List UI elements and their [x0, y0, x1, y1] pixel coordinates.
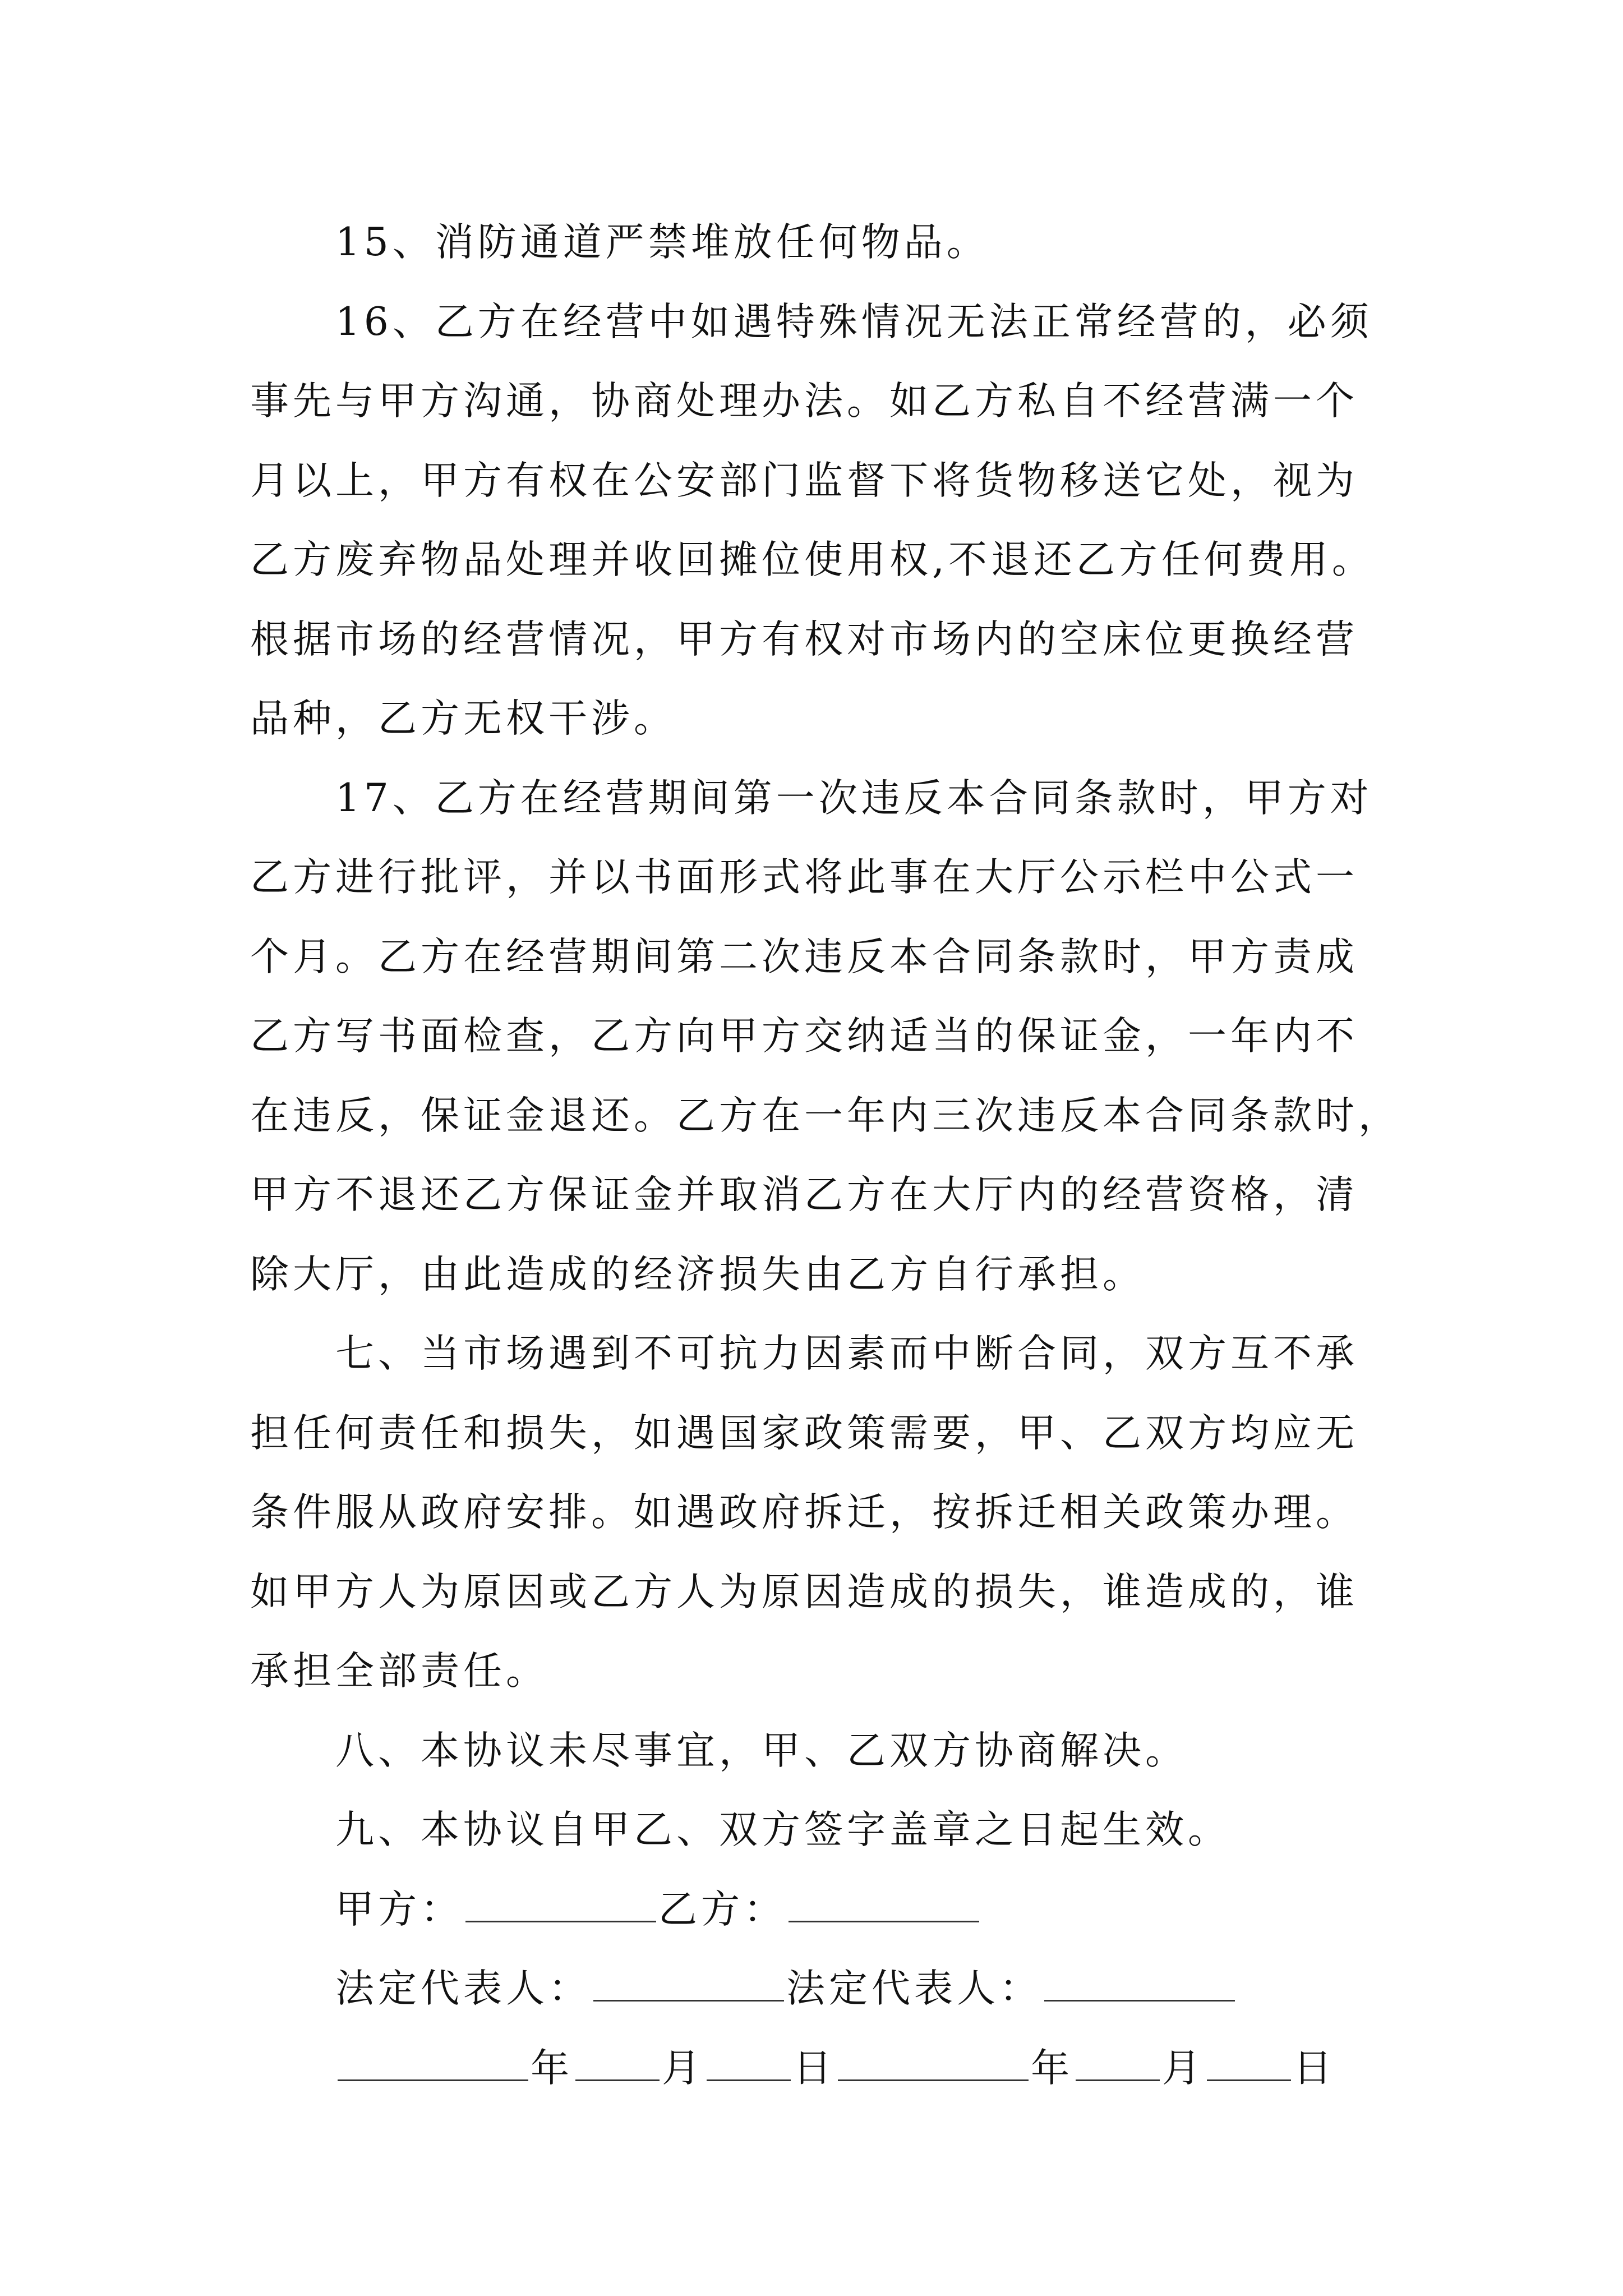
rep-b-signature-blank[interactable]	[1044, 1966, 1235, 2001]
clause-16-line: 事先与甲方沟通，协商处理办法。如乙方私自不经营满一个	[250, 379, 1358, 424]
clause-7-line: 七、当市场遇到不可抗力因素而中断合同，双方互不承	[335, 1331, 1358, 1376]
clause-16-line: 品种，乙方无权干涉。	[250, 696, 676, 741]
clause-17-line: 除大厅，由此造成的经济损失由乙方自行承担。	[250, 1251, 1145, 1297]
party-b-day-blank[interactable]	[1207, 2046, 1291, 2081]
clause-16-line: 根据市场的经营情况，甲方有权对市场内的空床位更换经营	[250, 616, 1358, 662]
month-label: 月	[1162, 2045, 1205, 2091]
party-b-signature-blank[interactable]	[789, 1887, 979, 1922]
clause-16-line: 16、乙方在经营中如遇特殊情况无法正常经营的，必须	[335, 299, 1373, 344]
clause-17-line: 在违反，保证金退还。乙方在一年内三次违反本合同条款时，	[250, 1093, 1401, 1138]
party-a-signature-blank[interactable]	[465, 1887, 656, 1922]
contract-body	[250, 203, 1401, 2108]
clause-17-line: 17、乙方在经营期间第一次违反本合同条款时，甲方对	[335, 775, 1373, 821]
signature-representatives-row	[250, 1949, 1394, 2029]
clause-7-line: 如甲方人为原因或乙方人为原因造成的损失，谁造成的，谁	[250, 1569, 1358, 1614]
clause-15	[250, 203, 1394, 283]
year-label: 年	[1031, 2045, 1073, 2091]
clause-17	[250, 759, 1401, 1315]
clause-7-line: 担任何责任和损失，如遇国家政策需要，甲、乙双方均应无	[250, 1410, 1358, 1456]
clause-7	[250, 1314, 1394, 1711]
year-label: 年	[531, 2045, 573, 2091]
clause-9-line: 九、本协议自甲乙、双方签字盖章之日起生效。	[335, 1807, 1230, 1852]
rep-a-signature-blank[interactable]	[593, 1966, 784, 2001]
day-label: 日	[793, 2045, 836, 2091]
party-b-label: 乙方：	[658, 1887, 786, 1932]
party-b-month-blank[interactable]	[1076, 2046, 1160, 2081]
month-label: 月	[662, 2045, 704, 2091]
clause-8	[250, 1711, 1394, 1791]
clause-16	[250, 283, 1394, 759]
signature-dates-row	[250, 2029, 1394, 2109]
clause-15-line: 15、消防通道严禁堆放任何物品。	[335, 220, 989, 265]
clause-8-line: 八、本协议未尽事宜，甲、乙双方协商解决。	[335, 1728, 1188, 1773]
party-a-label: 甲方：	[335, 1887, 463, 1932]
clause-17-line: 个月。乙方在经营期间第二次违反本合同条款时，甲方责成	[250, 934, 1358, 979]
clause-16-line: 乙方废弃物品处理并收回摊位使用权,不退还乙方任何费用。	[250, 537, 1375, 582]
day-label: 日	[1293, 2045, 1336, 2091]
clause-17-line: 乙方进行批评，并以书面形式将此事在大厅公示栏中公式一	[250, 855, 1358, 900]
party-a-year-blank[interactable]	[338, 2046, 528, 2081]
party-a-day-blank[interactable]	[707, 2046, 791, 2081]
party-b-year-blank[interactable]	[838, 2046, 1029, 2081]
clause-16-line: 月以上，甲方有权在公安部门监督下将货物移送它处，视为	[250, 458, 1358, 503]
clause-9	[250, 1791, 1394, 1870]
clause-17-line: 乙方写书面检查，乙方向甲方交纳适当的保证金，一年内不	[250, 1014, 1358, 1059]
rep-b-label: 法定代表人：	[786, 1966, 1042, 2011]
clause-7-line: 条件服从政府安排。如遇政府拆迁，按拆迁相关政策办理。	[250, 1490, 1358, 1535]
clause-7-line: 承担全部责任。	[250, 1649, 548, 1694]
clause-17-line: 甲方不退还乙方保证金并取消乙方在大厅内的经营资格，清	[250, 1172, 1358, 1217]
rep-a-label: 法定代表人：	[335, 1966, 591, 2011]
signature-parties-row	[250, 1870, 1394, 1950]
party-a-month-blank[interactable]	[575, 2046, 660, 2081]
